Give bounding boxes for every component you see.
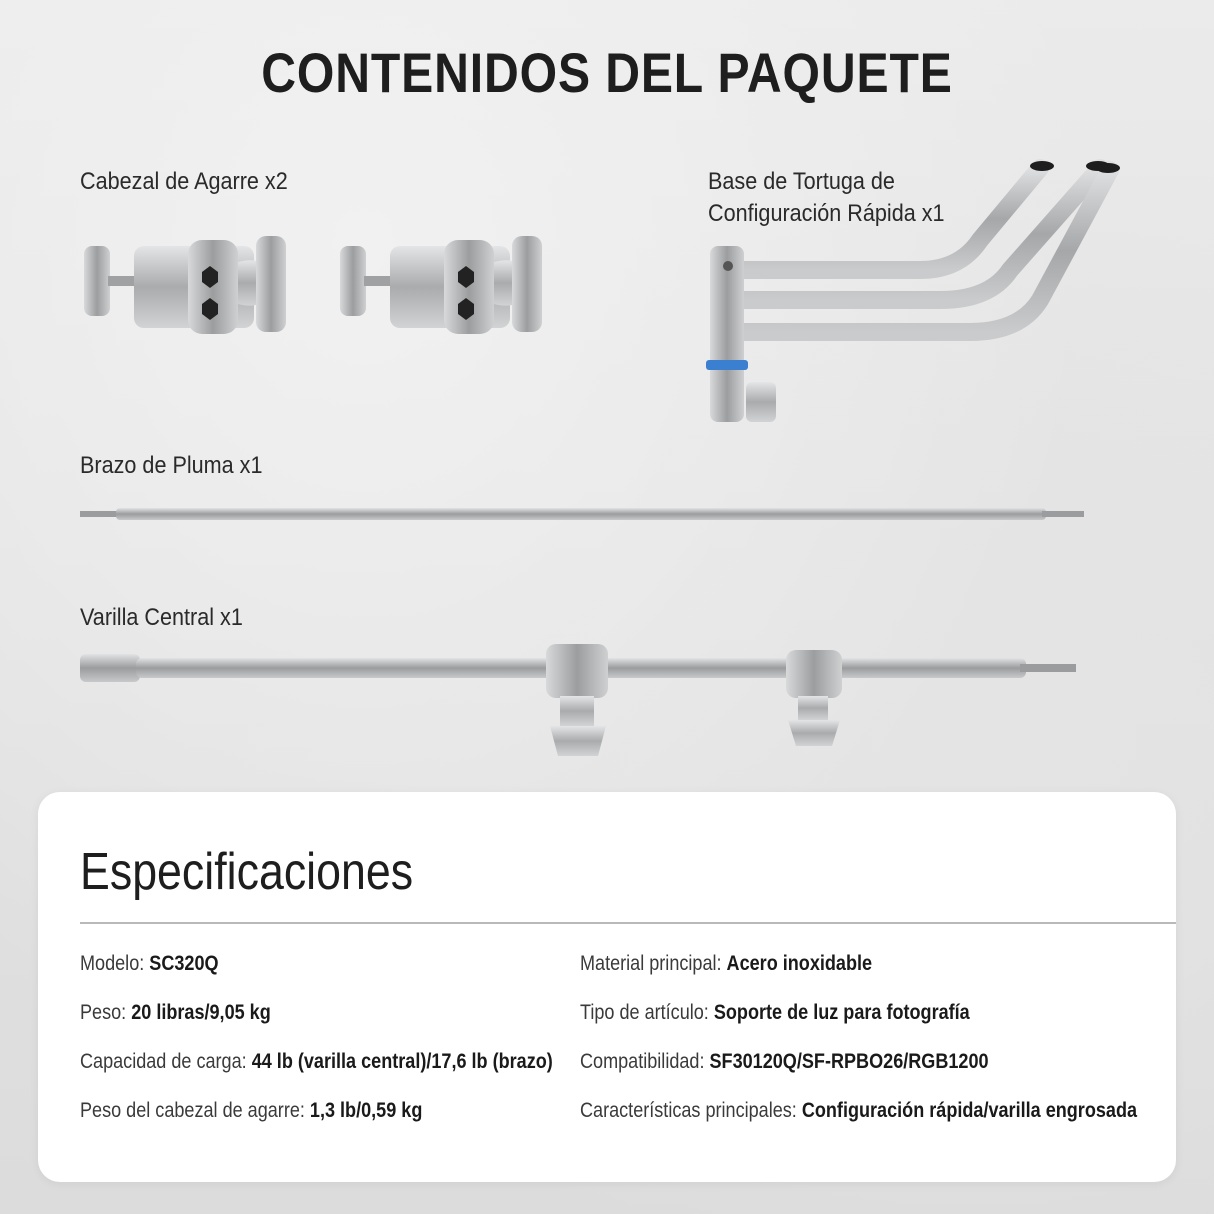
blue-ring-icon [706,360,748,370]
spec-main-features: Características principales: Configuración rápida/varilla engrosada [580,1099,1138,1122]
center-rod-label: Varilla Central x1 [80,604,243,631]
specifications-title: Especificaciones [80,843,414,901]
spec-weight: Peso: 20 libras/9,05 kg [80,1001,271,1024]
grip-head-label: Cabezal de Agarre x2 [80,168,288,195]
clamp-1 [546,644,608,756]
spec-load-capacity: Capacidad de carga: 44 lb (varilla central)/17,6 lb (brazo) [80,1050,553,1073]
grip-heads-image [78,232,558,342]
turtle-base-label-line2: Configuración Rápida x1 [708,200,945,227]
center-rod-image [80,640,1080,765]
turtle-base-label-line1: Base de Tortuga de [708,168,895,195]
grip-head-2 [340,236,542,334]
boom-arm-image [80,500,1090,530]
spec-model: Modelo: SC320Q [80,952,219,975]
grip-head-1 [84,236,286,334]
spec-compatibility: Compatibilidad: SF30120Q/SF-RPBO26/RGB1200 [580,1050,989,1073]
specifications-card [38,792,1176,1182]
spec-item-type: Tipo de artículo: Soporte de luz para fotografía [580,1001,970,1024]
spec-grip-head-weight: Peso del cabezal de agarre: 1,3 lb/0,59 kg [80,1099,423,1122]
turtle-base-image [690,150,1130,440]
specifications-divider [80,922,1176,924]
clamp-2 [786,650,842,746]
spec-material: Material principal: Acero inoxidable [580,952,873,975]
boom-arm-label: Brazo de Pluma x1 [80,452,263,479]
page-title: CONTENIDOS DEL PAQUETE [261,41,953,104]
